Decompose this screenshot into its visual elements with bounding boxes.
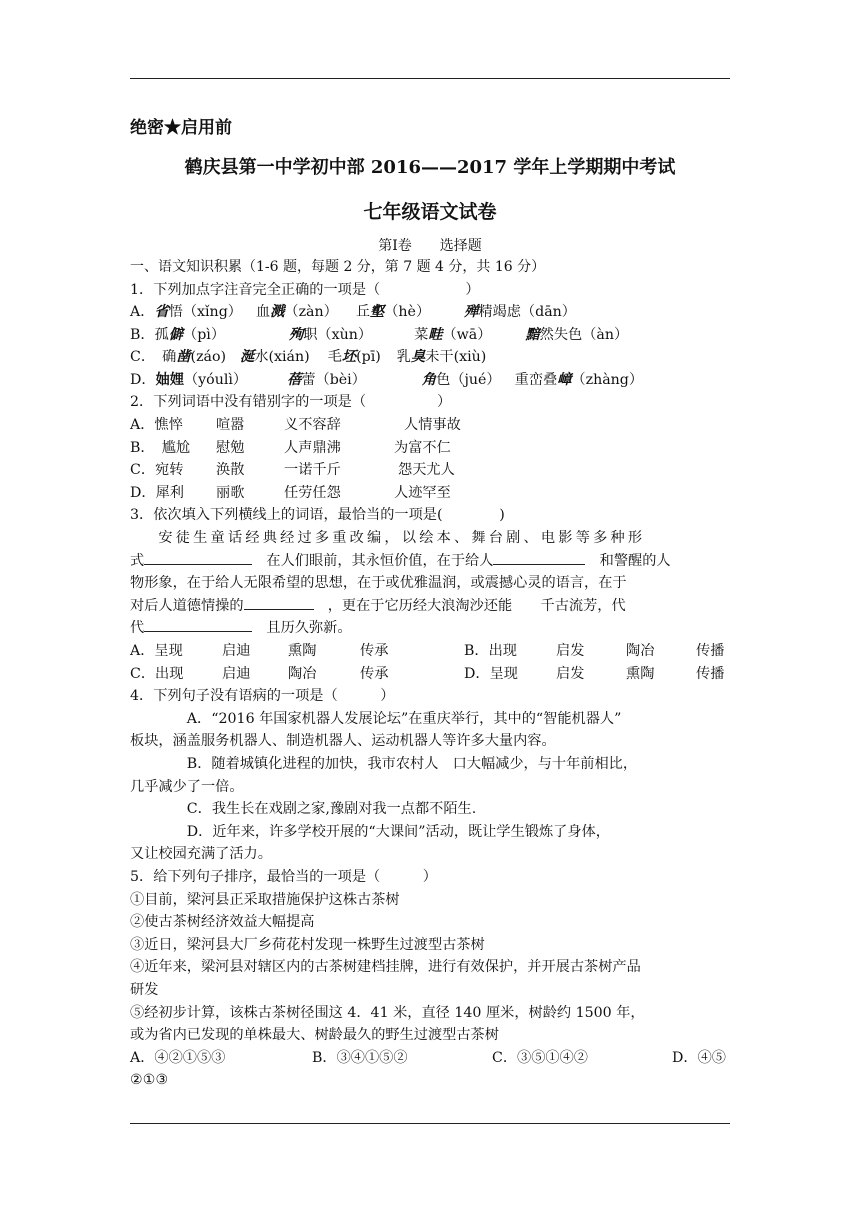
exam-page <box>130 110 730 1092</box>
question-2-option-c: C．宛转 涣散 一诺千斤 怨天尤人 <box>130 462 455 479</box>
question-1-stem: 1．下列加点字注音完全正确的一项是（ ） <box>130 281 480 298</box>
question-5-stem: 5．给下列句子排序，最恰当的一项是（ ） <box>130 868 437 885</box>
question-5-sentence-5-line-1: ⑤经初步计算，该株古茶树径围这 4．41 米，直径 140 厘米，树龄约 1500 年， <box>130 1004 645 1021</box>
blank-4[interactable] <box>144 617 252 632</box>
section-heading: 一、语文知识积累（1-6 题，每题 2 分，第 7 题 4 分，共 16 分） <box>130 259 546 275</box>
question-2-stem: 2．下列词语中没有错别字的一项是（ ） <box>130 394 452 411</box>
volume-label: 第Ⅰ卷 <box>378 238 412 254</box>
question-1-option-d: D．妯娌（yóulì） 蓓蕾（bèi） 角色（jué） 重峦叠嶂（zhàng） <box>130 371 644 388</box>
question-4-option-d-line-2: 又让校园充满了活力。 <box>130 846 272 863</box>
question-1-option-a: A．省悟（xǐng） 血溅（zàn） 丘壑（hè） 殚精竭虑（dān） <box>130 304 576 321</box>
question-5-sentence-4-line-2: 研发 <box>130 981 159 998</box>
question-2-option-a: A．憔悴 喧嚣 义不容辞 人情事故 <box>130 417 461 434</box>
question-3-passage-line-2: 式 在人们眼前，其永恒价值，在于给人 和警醒的人 <box>130 550 730 573</box>
question-5-sentence-2: ②使古茶树经济效益大幅提高 <box>130 914 315 931</box>
volume-heading <box>130 236 730 256</box>
question-4-option-a-line-1: A．“2016 年国家机器人发展论坛”在重庆举行，其中的“智能机器人” <box>186 710 622 727</box>
question-4-option-d-line-1: D．近年来，许多学校开展的“大课间”活动，既让学生锻炼了身体， <box>186 823 610 840</box>
question-5-options: A．④②①⑤③ B．③④①⑤② C．③⑤①④② D．④⑤ <box>130 1049 726 1066</box>
question-3-options-ab: A．呈现 启迪 熏陶 传承 B．出现 启发 陶冶 传播 <box>130 643 725 659</box>
question-2-option-d: D．犀利 丽歌 任劳任怨 人迹罕至 <box>130 484 451 501</box>
volume-type: 选择题 <box>439 238 482 254</box>
question-5-sentence-1: ①目前，梁河县正采取措施保护这株古茶树 <box>130 891 400 908</box>
question-3-passage-line-3: 物形象，在于给人无限希望的思想，在于或优雅温润，或震撼心灵的语言，在于 <box>130 575 627 592</box>
exam-subtitle: 七年级语文试卷 <box>363 201 497 223</box>
blank-1[interactable] <box>144 550 252 565</box>
footer-rule <box>130 1123 730 1124</box>
question-1-option-c: C． 确凿(záo) 涎水(xián) 毛坯(pī) 乳臭未干(xiù) <box>130 349 487 366</box>
question-4-option-a-line-2: 板块，涵盖服务机器人、制造机器人、运动机器人等许多大量内容。 <box>130 733 556 750</box>
question-3-stem: 3．依次填入下列横线上的词语，最恰当的一项是( ) <box>130 507 505 524</box>
blank-2[interactable] <box>493 550 585 565</box>
question-3-passage-line-4: 对后人道德情操的 ，更在于它历经大浪淘沙还能 千古流芳，代 <box>130 595 730 618</box>
question-5-sentence-5-line-2: 或为省内已发现的单株最大、树龄最久的野生过渡型古茶树 <box>130 1027 499 1044</box>
exam-title: 鹤庆县第一中学初中部 2016——2017 学年上学期期中考试 <box>184 157 676 178</box>
question-4-option-b-line-1: B．随着城镇化进程的加快，我市农村人 口大幅减少，与十年前相比， <box>186 755 638 772</box>
blank-3[interactable] <box>244 595 314 610</box>
question-2-option-b: B． 尴尬 慰勉 人声鼎沸 为富不仁 <box>130 439 451 456</box>
secret-label: 绝密★启用前 <box>130 118 232 138</box>
question-5-sentence-3: ③近日，梁河县大厂乡荷花村发现一株野生过渡型古茶树 <box>130 936 485 953</box>
header-rule <box>130 78 730 79</box>
question-3-options-cd: C．出现 启迪 陶冶 传承 D．呈现 启发 熏陶 传播 <box>130 665 725 682</box>
question-5-sentence-4-line-1: ④近年来，梁河县对辖区内的古茶树建档挂牌，进行有效保护，并开展古茶树产品 <box>130 959 641 976</box>
question-4-option-b-line-2: 几乎减少了一倍。 <box>130 778 244 795</box>
question-4-option-c: C．我生长在戏剧之家,豫剧对我一点都不陌生. <box>186 801 477 818</box>
question-4-stem: 4．下列句子没有语病的一项是（ ） <box>130 688 395 705</box>
question-1-option-b: B．孤僻（pì） 殉职（xùn） 菜畦（wā） 黯然失色（àn） <box>130 326 629 343</box>
question-5-option-d-continued: ②①③ <box>130 1072 169 1089</box>
question-3-passage-line-1: 安徒生童话经典经过多重改编，以绘本、舞台剧、电影等多种形 <box>158 530 646 547</box>
question-3-passage-line-5: 代 且历久弥新。 <box>130 617 730 640</box>
